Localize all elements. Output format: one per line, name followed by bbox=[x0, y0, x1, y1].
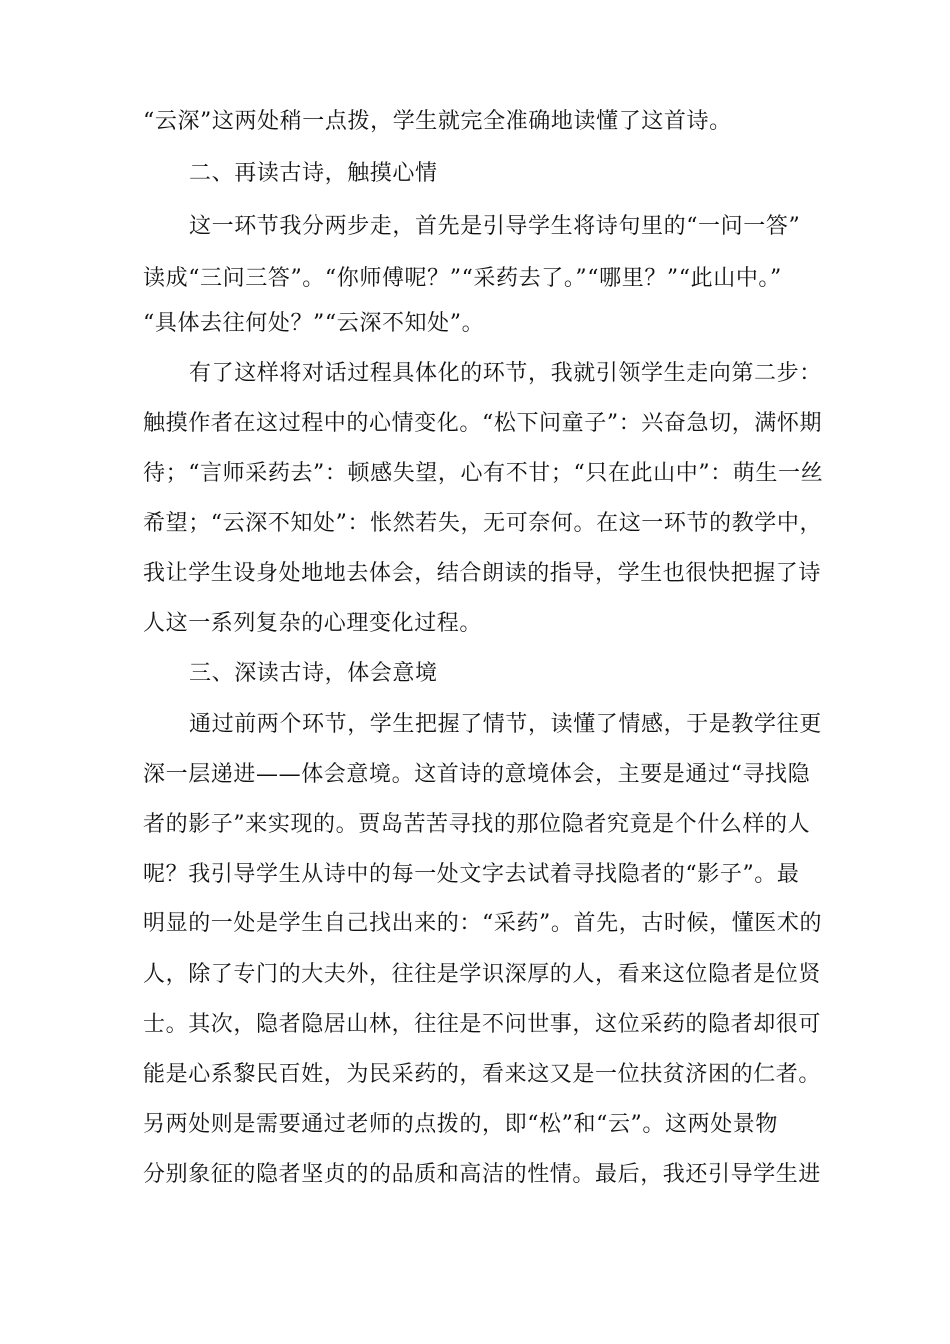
paragraph-line: 有了这样将对话过程具体化的环节，我就引领学生走向第二步： bbox=[189, 361, 822, 386]
paragraph-line: 读成“三问三答”。“你师傅呢？”“采药去了。”“哪里？”“此山中。” bbox=[143, 266, 782, 291]
paragraph-line: 者的影子”来实现的。贾岛苦苦寻找的那位隐者究竟是个什么样的人 bbox=[143, 812, 811, 837]
paragraph-line: 明显的一处是学生自己找出来的：“采药”。首先，古时候，懂医术的 bbox=[143, 911, 823, 936]
paragraph-line: 人这一系列复杂的心理变化过程。 bbox=[143, 611, 483, 636]
paragraph-line: 触摸作者在这过程中的心情变化。“松下问童子”：兴奋急切，满怀期 bbox=[143, 411, 823, 436]
paragraph-line: 通过前两个环节，学生把握了情节，读懂了情感，于是教学往更 bbox=[189, 712, 822, 737]
section-heading-2: 二、再读古诗，触摸心情 bbox=[189, 161, 438, 186]
paragraph-line: “具体去往何处？”“云深不知处”。 bbox=[143, 311, 485, 336]
paragraph-line: 这一环节我分两步走，首先是引导学生将诗句里的“一问一答” bbox=[189, 214, 801, 239]
paragraph-line: 能是心系黎民百姓，为民采药的，看来这又是一位扶贫济困的仁者。 bbox=[143, 1062, 822, 1087]
section-heading-3: 三、深读古诗，体会意境 bbox=[189, 661, 438, 686]
paragraph-line: 士。其次，隐者隐居山林，往往是不问世事，这位采药的隐者却很可 bbox=[143, 1012, 822, 1037]
paragraph-line: 呢？我引导学生从诗中的每一处文字去试着寻找隐者的“影子”。最 bbox=[143, 862, 800, 887]
paragraph-line: 另两处则是需要通过老师的点拨的，即“松”和“云”。这两处景物 bbox=[143, 1112, 778, 1137]
paragraph-line: 希望；“云深不知处”：怅然若失，无可奈何。在这一环节的教学中， bbox=[143, 511, 823, 536]
paragraph-line: 人，除了专门的大夫外，往往是学识深厚的人，看来这位隐者是位贤 bbox=[143, 962, 822, 987]
paragraph-line: 待；“言师采药去”：顿感失望，心有不甘；“只在此山中”：萌生一丝 bbox=[143, 461, 824, 486]
paragraph-line: 分别象征的隐者坚贞的的品质和高洁的性情。最后，我还引导学生进 bbox=[143, 1162, 822, 1187]
paragraph-line: 我让学生设身处地地去体会，结合朗读的指导，学生也很快把握了诗 bbox=[143, 561, 822, 586]
paragraph-line: 深一层递进——体会意境。这首诗的意境体会，主要是通过“寻找隐 bbox=[143, 762, 811, 787]
text-line-continuation: “云深”这两处稍一点拨，学生就完全准确地读懂了这首诗。 bbox=[143, 109, 732, 134]
